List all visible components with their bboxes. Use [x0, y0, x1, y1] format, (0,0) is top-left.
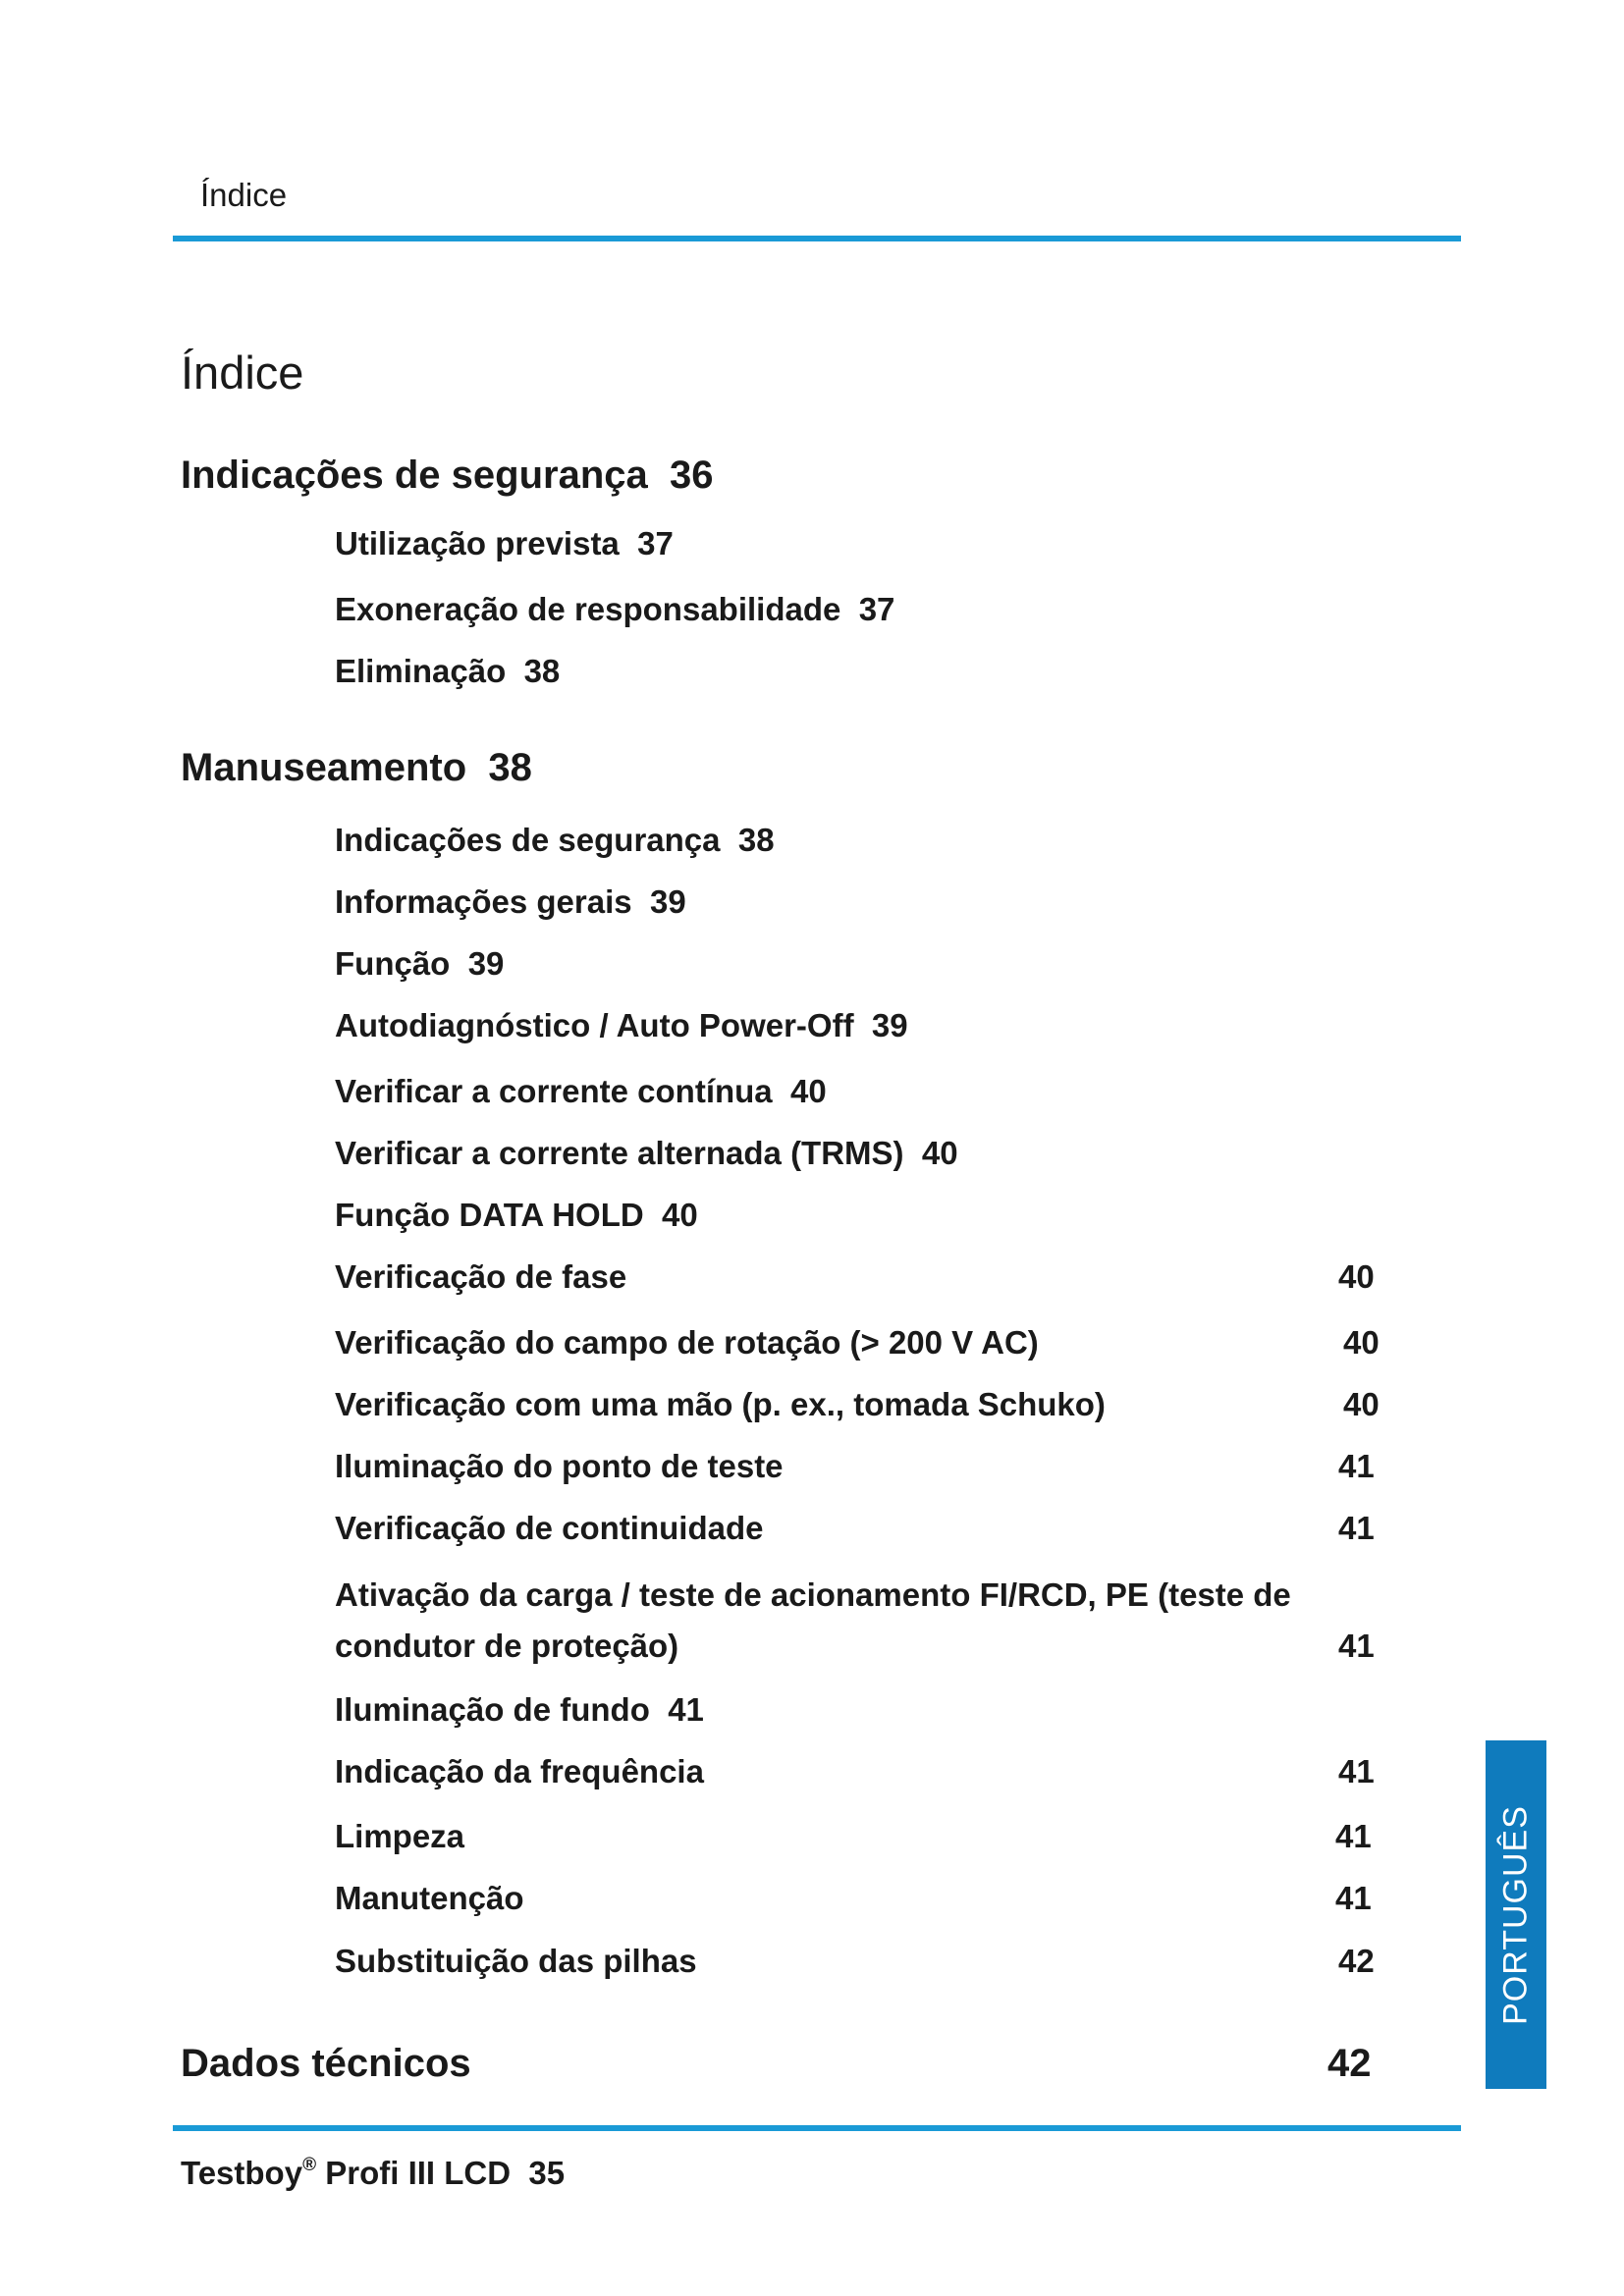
toc-entry[interactable]: [335, 1510, 763, 1547]
toc-entry[interactable]: [335, 1691, 704, 1729]
toc-entry-title: Iluminação de fundo: [335, 1691, 650, 1728]
toc-entry[interactable]: [335, 1135, 958, 1172]
toc-entry-title: Utilização prevista: [335, 525, 620, 561]
toc-entry-title: Indicações de segurança: [335, 822, 721, 858]
toc-entry[interactable]: [335, 883, 686, 921]
toc-entry[interactable]: [335, 1753, 704, 1790]
toc-entry-page: 37: [858, 591, 895, 627]
toc-entry[interactable]: [335, 1943, 697, 1980]
header-rule: [173, 236, 1461, 241]
toc-section-title: Manuseamento: [181, 746, 467, 789]
toc-entry-title: Eliminação: [335, 653, 507, 689]
toc-entry-page: 41: [1338, 1510, 1375, 1546]
toc-entry-title: Autodiagnóstico / Auto Power-Off: [335, 1007, 854, 1043]
toc-entry-page: 37: [637, 525, 674, 561]
footer-rule: [173, 2125, 1461, 2131]
toc-section-title: Dados técnicos: [181, 2042, 471, 2085]
toc-entry-page: 42: [1338, 1943, 1375, 1979]
toc-entry[interactable]: [335, 1073, 827, 1110]
toc-entry-title: Indicação da frequência: [335, 1753, 704, 1789]
toc-entry[interactable]: [335, 1880, 524, 1917]
language-tab: [1486, 1740, 1546, 2089]
registered-mark: ®: [302, 2155, 317, 2175]
toc-entry-title: Substituição das pilhas: [335, 1943, 697, 1979]
toc-section-page: 36: [670, 454, 714, 497]
toc-entry-page: 41: [1338, 1448, 1375, 1484]
toc-entry[interactable]: [335, 1258, 626, 1296]
toc-entry-title: Verificar a corrente alternada (TRMS): [335, 1135, 904, 1171]
toc-section-page: 38: [488, 746, 532, 789]
toc-entry-title: Exoneração de responsabilidade: [335, 591, 841, 627]
toc-section-title: Indicações de segurança: [181, 454, 648, 497]
toc-entry-title: Verificação com uma mão (p. ex., tomada Schuko): [335, 1386, 1106, 1422]
toc-entry[interactable]: [335, 525, 674, 562]
toc-entry-page: 38: [737, 822, 775, 858]
toc-entry-title: Iluminação do ponto de teste: [335, 1448, 784, 1484]
toc-section-handling[interactable]: [181, 746, 532, 790]
footer-page-number: 35: [528, 2155, 566, 2191]
footer-product: Profi III LCD: [316, 2155, 512, 2191]
toc-entry-page: 41: [1335, 1880, 1372, 1916]
toc-entry[interactable]: [335, 1324, 1039, 1362]
toc-entry-title: Verificação de fase: [335, 1258, 627, 1295]
toc-entry-page: 40: [1343, 1386, 1380, 1422]
toc-entry[interactable]: [335, 653, 560, 690]
toc-entry[interactable]: [335, 1448, 784, 1485]
toc-entry-page: 39: [649, 883, 686, 920]
page-title: Índice: [181, 347, 304, 399]
toc-entry[interactable]: [335, 1197, 698, 1234]
toc-entry[interactable]: [335, 1570, 1336, 1672]
toc-entry-title: Função: [335, 945, 451, 982]
toc-entry-page: 41: [668, 1691, 704, 1728]
toc-entry-title: Informações gerais: [335, 883, 632, 920]
toc-entry-page: 38: [523, 653, 561, 689]
toc-entry[interactable]: [335, 945, 504, 983]
toc-entry-title: Manutenção: [335, 1880, 524, 1916]
footer: [181, 2155, 565, 2192]
toc-entry-page: 41: [1335, 1818, 1372, 1854]
toc-entry-title: Ativação da carga / teste de acionamento FI/RCD, PE (teste de condutor de proteção): [335, 1576, 1291, 1664]
toc-entry[interactable]: [335, 1007, 908, 1044]
toc-section-technical-data[interactable]: [181, 2042, 471, 2086]
toc-entry-page: 40: [921, 1135, 958, 1171]
toc-entry-page: 39: [467, 945, 505, 982]
toc-entry[interactable]: [335, 1386, 1106, 1423]
toc-entry[interactable]: [335, 1818, 464, 1855]
toc-entry-title: Verificação do campo de rotação (> 200 V AC): [335, 1324, 1039, 1361]
toc-entry-page: 40: [790, 1073, 827, 1109]
toc-entry-page: 41: [1338, 1753, 1375, 1789]
toc-entry-page: 40: [662, 1197, 698, 1233]
toc-entry-title: Verificação de continuidade: [335, 1510, 764, 1546]
footer-brand: Testboy: [181, 2155, 303, 2191]
toc-entry-title: Limpeza: [335, 1818, 465, 1854]
toc-section-safety[interactable]: [181, 454, 714, 498]
toc-entry-page: 40: [1343, 1324, 1380, 1361]
toc-section-page: 42: [1327, 2042, 1372, 2085]
toc-entry[interactable]: [335, 822, 775, 859]
toc-entry-page: 40: [1338, 1258, 1375, 1295]
toc-entry[interactable]: [335, 591, 894, 628]
running-header: Índice: [200, 177, 288, 213]
toc-entry-page: 41: [1338, 1628, 1375, 1664]
toc-entry-title: Verificar a corrente contínua: [335, 1073, 773, 1109]
toc-entry-title: Função DATA HOLD: [335, 1197, 644, 1233]
language-tab-label: PORTUGUÊS: [1496, 1804, 1535, 2025]
toc-entry-page: 39: [871, 1007, 908, 1043]
